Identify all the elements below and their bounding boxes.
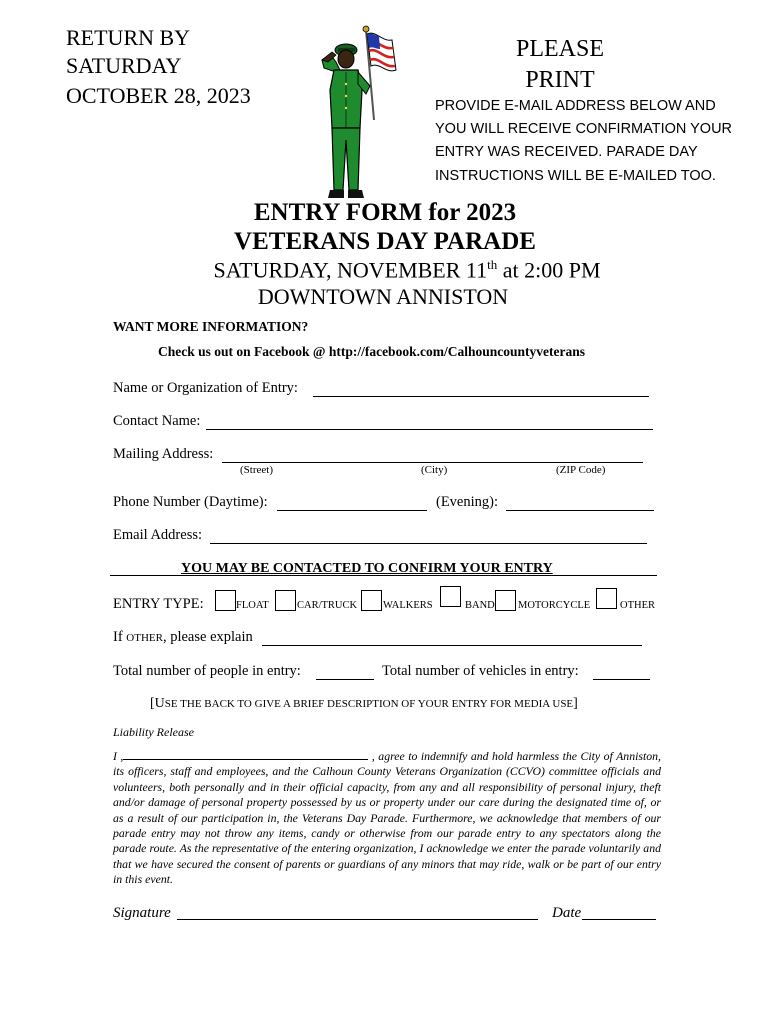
saluting-soldier-flag-image bbox=[316, 24, 400, 206]
if-other-label: If OTHER, please explain bbox=[113, 629, 253, 645]
provide-line: PROVIDE E-MAIL ADDRESS BELOW AND bbox=[435, 98, 716, 114]
phone-daytime-label: Phone Number (Daytime): bbox=[113, 494, 268, 510]
other-checkbox[interactable] bbox=[596, 588, 617, 609]
liability-heading: Liability Release bbox=[113, 725, 194, 739]
phone-evening-label: (Evening): bbox=[436, 494, 499, 510]
people-count-field[interactable] bbox=[316, 679, 374, 680]
liability-release-text: I , , agree to indemnify and hold harmless the City of Anniston, its officers, staff and employees, and the Calhoun County Veterans Organization (CCVO) committee officials and volunteers, both personally and in their official capacity, from any and all responsibility of personal injury, theft and/or damage of personal property possessed by us or property under our care during the designated time of, or as a result of our participation in, the Veterans Day Parade. Furthermore, we acknowledge that members of our parade entry may not throw any items, candy or otherwise from our parade entry to any spectators along the parade route. As the representative of the entering organization, I acknowledge we enter the parade voluntarily and that we have secured the consent of parents or guardians of any minors that may ride, walk or be part of our entry in this event. bbox=[113, 749, 661, 887]
contact-name-field[interactable] bbox=[206, 429, 653, 430]
notice-rule bbox=[110, 575, 657, 576]
mailing-address-label: Mailing Address: bbox=[113, 446, 214, 462]
provide-line: INSTRUCTIONS WILL BE E-MAILED TOO. bbox=[435, 167, 716, 184]
provide-line: ENTRY WAS RECEIVED. PARADE DAY bbox=[435, 144, 698, 161]
please-print-notice bbox=[500, 34, 620, 96]
mailing-address-field[interactable] bbox=[222, 462, 643, 463]
signature-label: Signature bbox=[113, 905, 171, 921]
band-option-label: BAND bbox=[465, 600, 495, 611]
vehicles-count-field[interactable] bbox=[593, 679, 650, 680]
people-count-label: Total number of people in entry: bbox=[113, 663, 301, 679]
zip-caption: (ZIP Code) bbox=[556, 464, 606, 476]
email-label: Email Address: bbox=[113, 527, 203, 543]
phone-evening-field[interactable] bbox=[506, 510, 654, 511]
date-field[interactable] bbox=[582, 919, 656, 920]
street-caption: (Street) bbox=[240, 464, 273, 476]
motorcycle-option-label: MOTORCYCLE bbox=[518, 600, 591, 611]
other-option-label: OTHER bbox=[620, 600, 655, 611]
float-checkbox[interactable] bbox=[215, 590, 236, 611]
walkers-checkbox[interactable] bbox=[361, 590, 382, 611]
car-truck-option-label: CAR/TRUCK bbox=[297, 600, 358, 611]
form-title: ENTRY FORM for 2023 bbox=[253, 199, 517, 226]
band-checkbox[interactable] bbox=[440, 586, 461, 607]
signature-field[interactable] bbox=[177, 919, 538, 920]
provide-line: YOU WILL RECEIVE CONFIRMATION YOUR bbox=[435, 121, 733, 138]
contact-confirm-notice: YOU MAY BE CONTACTED TO CONFIRM YOUR ENTRY bbox=[181, 561, 553, 576]
float-option-label: FLOAT bbox=[236, 600, 269, 611]
email-field[interactable] bbox=[210, 543, 647, 544]
parade-location: DOWNTOWN ANNISTON bbox=[257, 284, 509, 309]
parade-title: VETERANS DAY PARADE bbox=[234, 228, 536, 255]
motorcycle-checkbox[interactable] bbox=[495, 590, 516, 611]
please-text: PLEASE bbox=[515, 36, 604, 62]
date-label: Date bbox=[552, 905, 582, 921]
city-caption: (City) bbox=[421, 464, 448, 476]
contact-name-label: Contact Name: bbox=[113, 413, 201, 429]
name-label: Name or Organization of Entry: bbox=[113, 380, 298, 396]
back-description-note: [USE THE BACK TO GIVE A BRIEF DESCRIPTION OF YOUR ENTRY FOR MEDIA USE] bbox=[150, 696, 578, 711]
return-line-1: RETURN BY bbox=[66, 25, 191, 50]
return-line-2: SATURDAY bbox=[66, 53, 182, 78]
parade-date: SATURDAY, NOVEMBER 11th at 2:00 PM bbox=[213, 257, 601, 283]
want-more-info: WANT MORE INFORMATION? bbox=[113, 319, 309, 334]
return-by-notice bbox=[66, 24, 251, 110]
entry-type-label: ENTRY TYPE: bbox=[113, 596, 204, 612]
print-text: PRINT bbox=[525, 67, 595, 93]
phone-daytime-field[interactable] bbox=[277, 510, 427, 511]
facebook-link-text: Check us out on Facebook @ http://facebook.com/Calhouncountyveterans bbox=[158, 344, 585, 359]
email-confirmation-note bbox=[435, 95, 755, 188]
vehicles-count-label: Total number of vehicles in entry: bbox=[382, 663, 579, 679]
liability-name-field[interactable] bbox=[123, 748, 368, 760]
walkers-option-label: WALKERS bbox=[383, 600, 433, 611]
entry-type-baseline bbox=[236, 611, 656, 612]
return-line-3: OCTOBER 28, 2023 bbox=[66, 83, 251, 108]
other-explain-field[interactable] bbox=[262, 645, 642, 646]
name-field[interactable] bbox=[313, 396, 649, 397]
car-truck-checkbox[interactable] bbox=[275, 590, 296, 611]
